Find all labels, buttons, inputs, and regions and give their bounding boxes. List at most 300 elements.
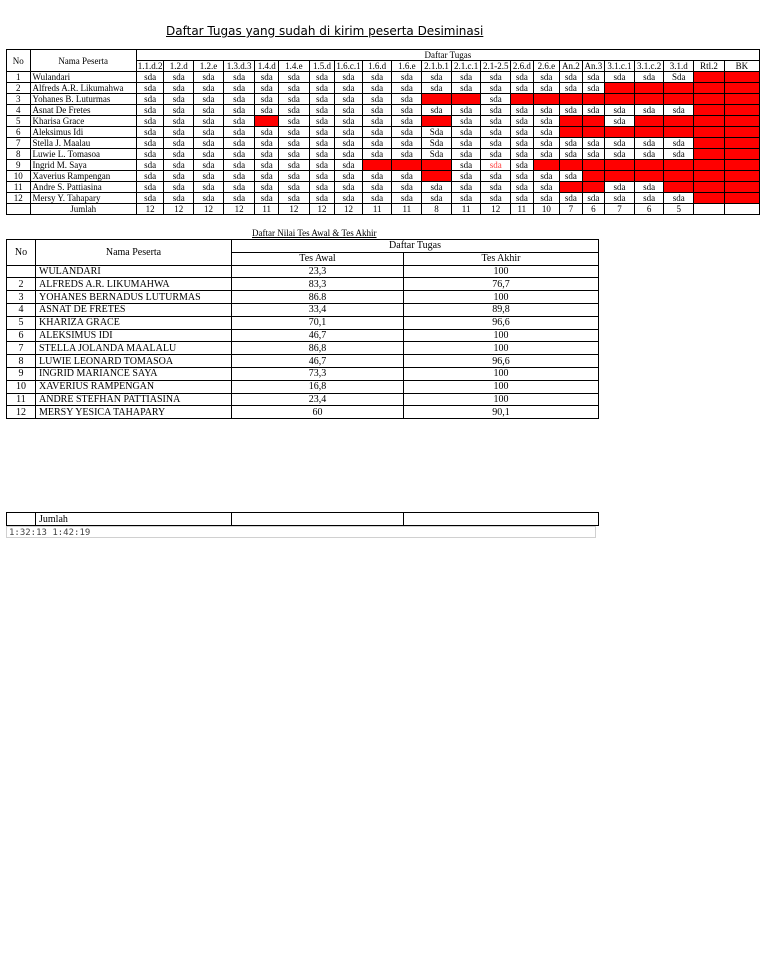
- post-test-score: 96,6: [404, 355, 599, 368]
- task-status-cell: sda: [392, 105, 422, 116]
- task-total-cell: 11: [511, 204, 533, 215]
- task-status-cell: sda: [136, 72, 164, 83]
- missing-task-cell: [694, 105, 725, 116]
- task-status-cell: sda: [223, 171, 255, 182]
- score-row: [7, 265, 599, 278]
- task-total-cell: [724, 204, 759, 215]
- task-status-cell: sda: [582, 83, 604, 94]
- missing-task-cell: [422, 94, 452, 105]
- task-status-cell: sda: [335, 193, 363, 204]
- post-test-score: 100: [404, 342, 599, 355]
- task-status-cell: sda: [223, 83, 255, 94]
- pre-test-score: 16,8: [232, 380, 404, 393]
- task-status-cell: sda: [194, 193, 224, 204]
- scores-no-header: No: [7, 240, 36, 266]
- task-status-cell: sda: [194, 171, 224, 182]
- task-status-cell: sda: [194, 160, 224, 171]
- participant-name: Aleksimus Idi: [30, 127, 136, 138]
- task-status-cell: sda: [309, 138, 335, 149]
- scores-total-table: [6, 512, 599, 526]
- task-code-header: 2.6.e: [533, 61, 560, 72]
- missing-task-cell: [422, 160, 452, 171]
- task-status-cell: Sda: [664, 72, 694, 83]
- task-status-cell: sda: [362, 193, 392, 204]
- task-status-cell: sda: [511, 149, 533, 160]
- task-status-cell: sda: [605, 138, 635, 149]
- task-total-cell: [694, 204, 725, 215]
- participant-name: Mersy Y. Tahapary: [30, 193, 136, 204]
- task-status-cell: sda: [335, 94, 363, 105]
- task-status-cell: sda: [560, 83, 582, 94]
- missing-task-cell: [724, 149, 759, 160]
- missing-task-cell: [664, 171, 694, 182]
- missing-task-cell: [694, 127, 725, 138]
- task-code-header: 2.1-2.5: [481, 61, 511, 72]
- task-total-cell: 12: [481, 204, 511, 215]
- task-code-header: 1.6.d: [362, 61, 392, 72]
- tasks-total-label: Jumlah: [30, 204, 136, 215]
- score-row-number: 10: [7, 380, 36, 393]
- participant-name: Alfreds A.R. Likumahwa: [30, 83, 136, 94]
- task-status-cell: sda: [335, 182, 363, 193]
- task-status-cell: sda: [194, 182, 224, 193]
- task-status-cell: sda: [335, 72, 363, 83]
- task-status-cell: sda: [605, 149, 635, 160]
- task-status-cell: sda: [223, 116, 255, 127]
- task-status-cell: sda: [136, 94, 164, 105]
- task-status-cell: sda: [194, 127, 224, 138]
- missing-task-cell: [634, 83, 664, 94]
- task-status-cell: sda: [560, 105, 582, 116]
- no-header: No: [7, 50, 31, 72]
- task-status-cell: sda: [451, 193, 481, 204]
- task-status-cell: Sda: [422, 138, 452, 149]
- task-status-cell: sda: [392, 171, 422, 182]
- task-status-cell: sda: [533, 182, 560, 193]
- tasks-group-header: Daftar Tugas: [136, 50, 759, 61]
- score-row-number: 6: [7, 329, 36, 342]
- task-total-cell: 8: [422, 204, 452, 215]
- missing-task-cell: [664, 116, 694, 127]
- missing-task-cell: [694, 171, 725, 182]
- task-status-cell: sda: [451, 149, 481, 160]
- task-status-cell: sda: [136, 160, 164, 171]
- task-total-cell: 5: [664, 204, 694, 215]
- task-status-cell: sda: [278, 116, 309, 127]
- missing-task-cell: [634, 160, 664, 171]
- task-status-cell: sda: [533, 138, 560, 149]
- task-status-cell: sda: [392, 138, 422, 149]
- task-status-cell: sda: [194, 83, 224, 94]
- score-row: [7, 329, 599, 342]
- task-status-cell: sda: [309, 149, 335, 160]
- task-status-cell: sda: [481, 138, 511, 149]
- missing-task-cell: [694, 149, 725, 160]
- task-total-cell: 11: [255, 204, 279, 215]
- task-status-cell: sda: [223, 182, 255, 193]
- pre-test-score: 33,4: [232, 303, 404, 316]
- task-status-cell: sda: [481, 105, 511, 116]
- task-row: [7, 149, 760, 160]
- task-status-cell: sda: [605, 72, 635, 83]
- score-participant-name: STELLA JOLANDA MAALALU: [36, 342, 232, 355]
- task-status-cell: sda: [451, 127, 481, 138]
- task-status-cell: sda: [533, 149, 560, 160]
- score-participant-name: INGRID MARIANCE SAYA: [36, 367, 232, 380]
- task-status-cell: sda: [605, 182, 635, 193]
- score-row: [7, 291, 599, 304]
- task-status-cell: sda: [223, 127, 255, 138]
- task-status-cell: sda: [582, 72, 604, 83]
- score-participant-name: ASNAT DE FRETES: [36, 303, 232, 316]
- missing-task-cell: [724, 171, 759, 182]
- missing-task-cell: [560, 160, 582, 171]
- missing-task-cell: [560, 94, 582, 105]
- task-status-cell: sda: [136, 149, 164, 160]
- row-number: 4: [7, 105, 31, 116]
- scores-total-label: Jumlah: [36, 513, 232, 526]
- task-code-header: 3.1.c.1: [605, 61, 635, 72]
- missing-task-cell: [724, 160, 759, 171]
- task-status-cell: sda: [451, 105, 481, 116]
- row-number: 10: [7, 171, 31, 182]
- pre-test-score: 83,3: [232, 278, 404, 291]
- missing-task-cell: [634, 127, 664, 138]
- missing-task-cell: [582, 127, 604, 138]
- scores-caption: Daftar Nilai Tes Awal & Tes Akhir: [252, 228, 377, 238]
- task-status-cell: sda: [511, 116, 533, 127]
- score-row-number: 11: [7, 393, 36, 406]
- task-row: [7, 94, 760, 105]
- task-status-cell: sda: [533, 116, 560, 127]
- missing-task-cell: [582, 182, 604, 193]
- task-status-cell: sda: [255, 138, 279, 149]
- task-status-cell: sda: [560, 171, 582, 182]
- task-row: [7, 83, 760, 94]
- task-status-cell: sda: [451, 171, 481, 182]
- task-status-cell: sda: [223, 149, 255, 160]
- post-test-score: 90,1: [404, 406, 599, 419]
- missing-task-cell: [605, 160, 635, 171]
- missing-task-cell: [694, 94, 725, 105]
- task-total-cell: 11: [392, 204, 422, 215]
- pre-test-score: 86,8: [232, 342, 404, 355]
- post-test-score: 100: [404, 393, 599, 406]
- task-status-cell: sda: [309, 127, 335, 138]
- task-status-cell: sda: [392, 83, 422, 94]
- task-status-cell: sda: [278, 149, 309, 160]
- score-row-number: [7, 265, 36, 278]
- task-status-cell: sda: [605, 193, 635, 204]
- row-number: 1: [7, 72, 31, 83]
- task-status-cell: sda: [392, 149, 422, 160]
- pre-test-score: 23,3: [232, 265, 404, 278]
- missing-task-cell: [255, 116, 279, 127]
- task-status-cell: sda: [422, 83, 452, 94]
- task-status-cell: sda: [481, 72, 511, 83]
- score-row-number: 4: [7, 303, 36, 316]
- task-code-header: Rtl.2: [694, 61, 725, 72]
- tasks-total-row: [7, 204, 760, 215]
- post-test-header: Tes Akhir: [404, 252, 599, 265]
- task-status-cell: sda: [255, 193, 279, 204]
- pre-test-score: 60: [232, 406, 404, 419]
- task-total-cell: 12: [136, 204, 164, 215]
- task-status-cell: sda: [362, 138, 392, 149]
- task-status-cell: sda: [223, 193, 255, 204]
- missing-task-cell: [582, 94, 604, 105]
- task-status-cell: sda: [634, 149, 664, 160]
- task-status-cell: sda: [278, 83, 309, 94]
- task-status-cell: sda: [582, 105, 604, 116]
- task-status-cell: sda: [255, 105, 279, 116]
- task-status-cell: sda: [451, 182, 481, 193]
- task-status-cell: sda: [362, 83, 392, 94]
- task-status-cell: sda: [451, 83, 481, 94]
- task-status-cell: sda: [511, 171, 533, 182]
- score-participant-name: YOHANES BERNADUS LUTURMAS: [36, 291, 232, 304]
- missing-task-cell: [362, 160, 392, 171]
- task-status-cell: sda: [223, 138, 255, 149]
- score-participant-name: XAVERIUS RAMPENGAN: [36, 380, 232, 393]
- task-total-cell: 12: [164, 204, 194, 215]
- missing-task-cell: [533, 160, 560, 171]
- task-status-cell: sda: [278, 193, 309, 204]
- task-status-cell: sda: [582, 193, 604, 204]
- task-status-cell: sda: [533, 127, 560, 138]
- missing-task-cell: [724, 105, 759, 116]
- missing-task-cell: [634, 94, 664, 105]
- task-status-cell: sda: [164, 138, 194, 149]
- pre-test-score: 46,7: [232, 355, 404, 368]
- task-status-cell: sda: [164, 94, 194, 105]
- task-status-cell: sda: [664, 149, 694, 160]
- missing-task-cell: [392, 160, 422, 171]
- missing-task-cell: [724, 116, 759, 127]
- task-status-cell: sda: [136, 83, 164, 94]
- task-status-cell: sda: [255, 160, 279, 171]
- task-code-header: 1.2.d: [164, 61, 194, 72]
- task-status-cell: sda: [136, 116, 164, 127]
- task-total-cell: 11: [451, 204, 481, 215]
- task-total-cell: 6: [634, 204, 664, 215]
- task-status-cell: sda: [560, 72, 582, 83]
- row-number: 5: [7, 116, 31, 127]
- task-status-cell: sda: [481, 193, 511, 204]
- task-status-cell: sda: [362, 94, 392, 105]
- task-status-cell: sda: [194, 138, 224, 149]
- task-status-cell: sda: [255, 171, 279, 182]
- task-status-cell: sda: [136, 138, 164, 149]
- task-code-header: 1.1.d.2: [137, 61, 163, 71]
- score-row: [7, 406, 599, 419]
- score-participant-name: KHARIZA GRACE: [36, 316, 232, 329]
- task-status-cell: sda: [511, 138, 533, 149]
- task-status-cell: sda: [136, 193, 164, 204]
- score-row-number: 8: [7, 355, 36, 368]
- task-total-cell: 7: [605, 204, 635, 215]
- task-status-cell: sda: [335, 160, 363, 171]
- task-status-cell: sda: [335, 127, 363, 138]
- score-participant-name: MERSY YESICA TAHAPARY: [36, 406, 232, 419]
- task-status-cell: sda: [481, 127, 511, 138]
- row-number: 7: [7, 138, 31, 149]
- task-status-cell: sda: [362, 116, 392, 127]
- missing-task-cell: [560, 182, 582, 193]
- task-total-cell: 11: [362, 204, 392, 215]
- missing-task-cell: [422, 171, 452, 182]
- missing-task-cell: [582, 171, 604, 182]
- missing-task-cell: [694, 182, 725, 193]
- task-status-cell: sda: [164, 171, 194, 182]
- task-status-cell: sda: [194, 149, 224, 160]
- task-status-cell: sda: [392, 127, 422, 138]
- task-status-cell: sda: [136, 182, 164, 193]
- task-status-cell: sda: [481, 182, 511, 193]
- task-status-cell: sda: [278, 105, 309, 116]
- score-row-number: 5: [7, 316, 36, 329]
- task-status-cell: sda: [422, 193, 452, 204]
- task-row: [7, 105, 760, 116]
- missing-task-cell: [605, 83, 635, 94]
- pre-test-score: 86.8: [232, 291, 404, 304]
- task-code-header: 1.5.d: [309, 61, 335, 72]
- task-row: [7, 182, 760, 193]
- task-status-cell: sda: [278, 72, 309, 83]
- task-code-header: 2.1.c.1: [451, 61, 481, 72]
- task-status-cell: sda: [511, 83, 533, 94]
- task-row: [7, 160, 760, 171]
- task-status-cell: sda: [560, 193, 582, 204]
- task-status-cell: sda: [278, 138, 309, 149]
- post-test-score: 100: [404, 367, 599, 380]
- tasks-table: [6, 49, 760, 215]
- task-status-cell: sda: [392, 193, 422, 204]
- task-status-cell: Sda: [422, 127, 452, 138]
- task-status-cell: sda: [278, 171, 309, 182]
- task-status-cell: sda: [560, 149, 582, 160]
- task-status-cell: sda: [362, 72, 392, 83]
- task-status-cell: sda: [255, 72, 279, 83]
- row-number: 9: [7, 160, 31, 171]
- task-status-cell: sda: [481, 83, 511, 94]
- task-status-cell: sda: [335, 105, 363, 116]
- score-row: [7, 380, 599, 393]
- participant-name: Wulandari: [30, 72, 136, 83]
- task-status-cell: sda: [255, 83, 279, 94]
- task-status-cell: sda: [164, 72, 194, 83]
- task-total-cell: 12: [278, 204, 309, 215]
- task-status-cell: sda: [605, 116, 635, 127]
- score-participant-name: ANDRE STEFHAN PATTIASINA: [36, 393, 232, 406]
- missing-task-cell: [724, 72, 759, 83]
- missing-task-cell: [694, 83, 725, 94]
- task-row: [7, 193, 760, 204]
- task-status-cell: sda: [634, 182, 664, 193]
- participant-name: Xaverius Rampengan: [30, 171, 136, 182]
- task-status-cell: sda: [664, 105, 694, 116]
- participant-name: Asnat De Fretes: [30, 105, 136, 116]
- task-status-cell: sda: [309, 94, 335, 105]
- missing-task-cell: [724, 138, 759, 149]
- task-status-cell: sda: [278, 127, 309, 138]
- participant-name: Andre S. Pattiasina: [30, 182, 136, 193]
- post-test-score: 100: [404, 265, 599, 278]
- row-number: 11: [7, 182, 31, 193]
- task-code-header: 3.1.c.2: [634, 61, 664, 72]
- score-row: [7, 303, 599, 316]
- task-status-cell: sda: [194, 116, 224, 127]
- scores-table: [6, 239, 599, 419]
- task-status-cell: sda: [223, 72, 255, 83]
- task-status-cell: sda: [664, 193, 694, 204]
- missing-task-cell: [664, 160, 694, 171]
- task-row: [7, 171, 760, 182]
- score-row-number: 3: [7, 291, 36, 304]
- pre-test-header: Tes Awal: [232, 252, 404, 265]
- pre-test-score: 46,7: [232, 329, 404, 342]
- task-status-cell: sda: [451, 72, 481, 83]
- missing-task-cell: [664, 182, 694, 193]
- task-status-cell: sda: [278, 182, 309, 193]
- pre-test-score: 70,1: [232, 316, 404, 329]
- task-status-cell: sda: [278, 94, 309, 105]
- task-status-cell: sda: [451, 160, 481, 171]
- task-status-cell: sda: [309, 160, 335, 171]
- score-row-number: 2: [7, 278, 36, 291]
- participant-name: Luwie L. Tomasoa: [30, 149, 136, 160]
- task-status-cell: sda: [136, 127, 164, 138]
- task-status-cell: sda: [582, 149, 604, 160]
- task-status-cell: sda: [664, 138, 694, 149]
- task-status-cell: sda: [223, 105, 255, 116]
- task-status-cell: sda: [309, 72, 335, 83]
- participant-name: Kharisa Grace: [30, 116, 136, 127]
- missing-task-cell: [694, 160, 725, 171]
- row-number: 12: [7, 193, 31, 204]
- missing-task-cell: [560, 127, 582, 138]
- missing-task-cell: [605, 127, 635, 138]
- task-status-cell: sda: [309, 193, 335, 204]
- task-status-cell: sda: [335, 149, 363, 160]
- missing-task-cell: [694, 116, 725, 127]
- document-title: Daftar Tugas yang sudah di kirim peserta Desiminasi: [166, 24, 484, 38]
- score-row: [7, 342, 599, 355]
- task-code-header: BK: [724, 61, 759, 72]
- task-status-cell: sda: [309, 83, 335, 94]
- missing-task-cell: [724, 94, 759, 105]
- participant-name: Yohanes B. Luturmas: [30, 94, 136, 105]
- task-status-cell: sda: [255, 94, 279, 105]
- task-status-cell: sda: [309, 116, 335, 127]
- score-row: [7, 393, 599, 406]
- score-row-number: 12: [7, 406, 36, 419]
- task-status-cell: sda: [511, 182, 533, 193]
- task-status-cell: sda: [605, 105, 635, 116]
- task-total-cell: 12: [223, 204, 255, 215]
- participant-name: Ingrid M. Saya: [30, 160, 136, 171]
- score-participant-name: ALFREDS A.R. LIKUMAHWA: [36, 278, 232, 291]
- score-participant-name: ALEKSIMUS IDI: [36, 329, 232, 342]
- task-status-cell: sda: [136, 105, 164, 116]
- task-status-cell: sda: [392, 116, 422, 127]
- missing-task-cell: [694, 138, 725, 149]
- task-status-cell: Sda: [422, 149, 452, 160]
- post-test-score: 100: [404, 380, 599, 393]
- row-number: 3: [7, 94, 31, 105]
- task-status-cell: sda: [309, 171, 335, 182]
- task-row: [7, 72, 760, 83]
